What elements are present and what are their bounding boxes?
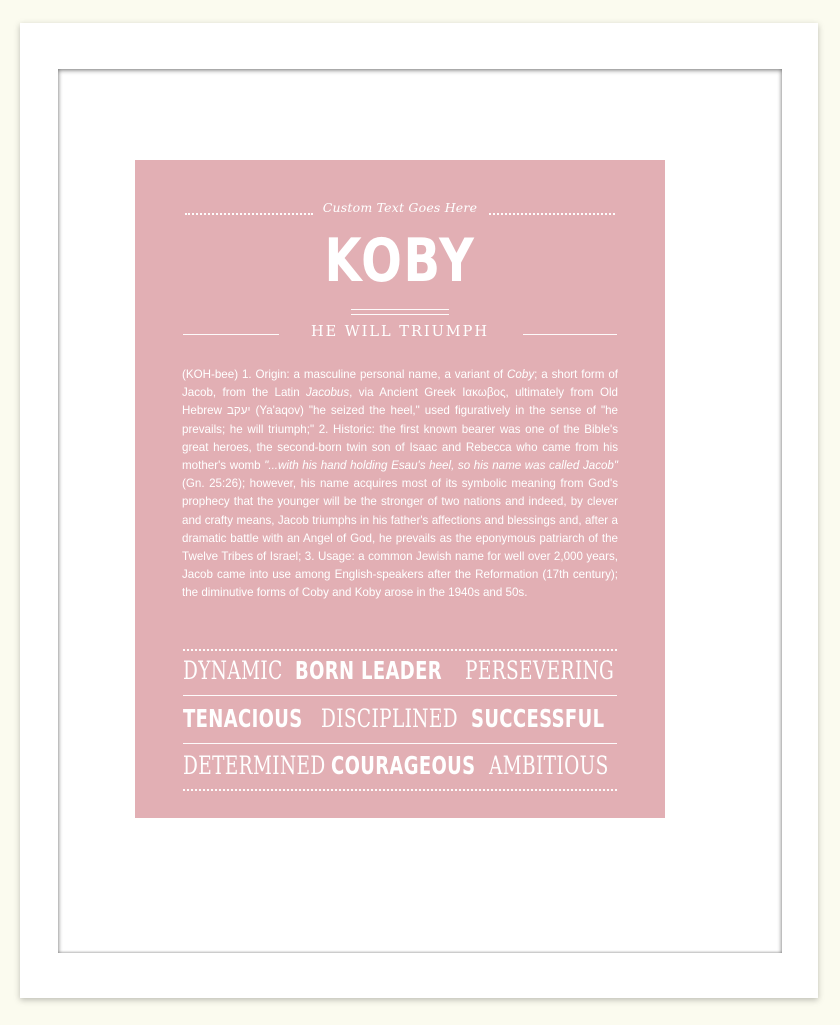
definition-part-3: , via Ancient Greek Ιακωβος, ultimately from Old Hebrew יעקב (Ya'aqov) "he seized the heel," used figuratively in the sense of "he prevails; he will triumph;" 2. Historic: the first known bearer was one of the Bible's great heroes, the second-born twin son of Isaac and Rebecca who came from his mother's womb [182, 386, 619, 473]
trait: SUCCESSFUL [471, 704, 605, 733]
definition-part-1: (KOH-bee) 1. Origin: a masculine personal name, a variant of [182, 368, 508, 381]
traits-row-1 [183, 656, 617, 685]
name-underline-2 [351, 314, 449, 315]
definition-quote: "...with his hand holding Esau's heel, so his name was called Jacob" [264, 459, 618, 473]
name-print [135, 160, 665, 818]
definition-part-2: ; a short form of Jacob, from the Latin [182, 368, 618, 400]
traits-row-3 [183, 751, 617, 780]
definition-jacobus: Jacobus [305, 386, 350, 400]
traits-row-2 [183, 704, 617, 733]
trait: TENACIOUS [183, 704, 303, 733]
traits-divider-1 [183, 695, 617, 696]
trait: PERSEVERING [465, 656, 615, 685]
trait: AMBITIOUS [489, 751, 609, 780]
definition-coby: Coby [507, 368, 535, 381]
trait: DETERMINED [183, 751, 326, 780]
custom-text: Custom Text Goes Here [322, 200, 478, 215]
trait: BORN LEADER [295, 656, 442, 685]
definition-part-4: (Gn. 25:26); however, his name acquires most of its symbolic meaning from God's prophecy that the younger will be the stronger of two nations and indeed, by clever and crafty means, Jacob triumphs in his father's affections and blessings and, after a dramatic battle with an Angel of God, he prevails as the eponymous patriarch of the Twelve Tribes of Israel; 3. Usage: a common Jewish name for well over 2,000 years, Jacob came into use among English-speakers after the Reformation (17th century); the diminutive forms of Coby and Koby arose in the 1940s and 50s. [182, 477, 618, 600]
traits-divider-2 [183, 743, 617, 744]
trait: COURAGEOUS [331, 751, 476, 780]
name-definition [182, 366, 618, 603]
trait: DISCIPLINED [321, 704, 458, 733]
trait: DYNAMIC [183, 656, 283, 685]
name-underline-1 [351, 309, 449, 310]
traits-bottom-divider [183, 789, 617, 791]
top-right-dotted-divider [489, 213, 615, 215]
traits-top-divider [183, 649, 617, 651]
name-title: KOBY [324, 226, 476, 296]
meaning-right-rule [523, 334, 617, 335]
name-meaning: HE WILL TRIUMPH [310, 324, 490, 340]
